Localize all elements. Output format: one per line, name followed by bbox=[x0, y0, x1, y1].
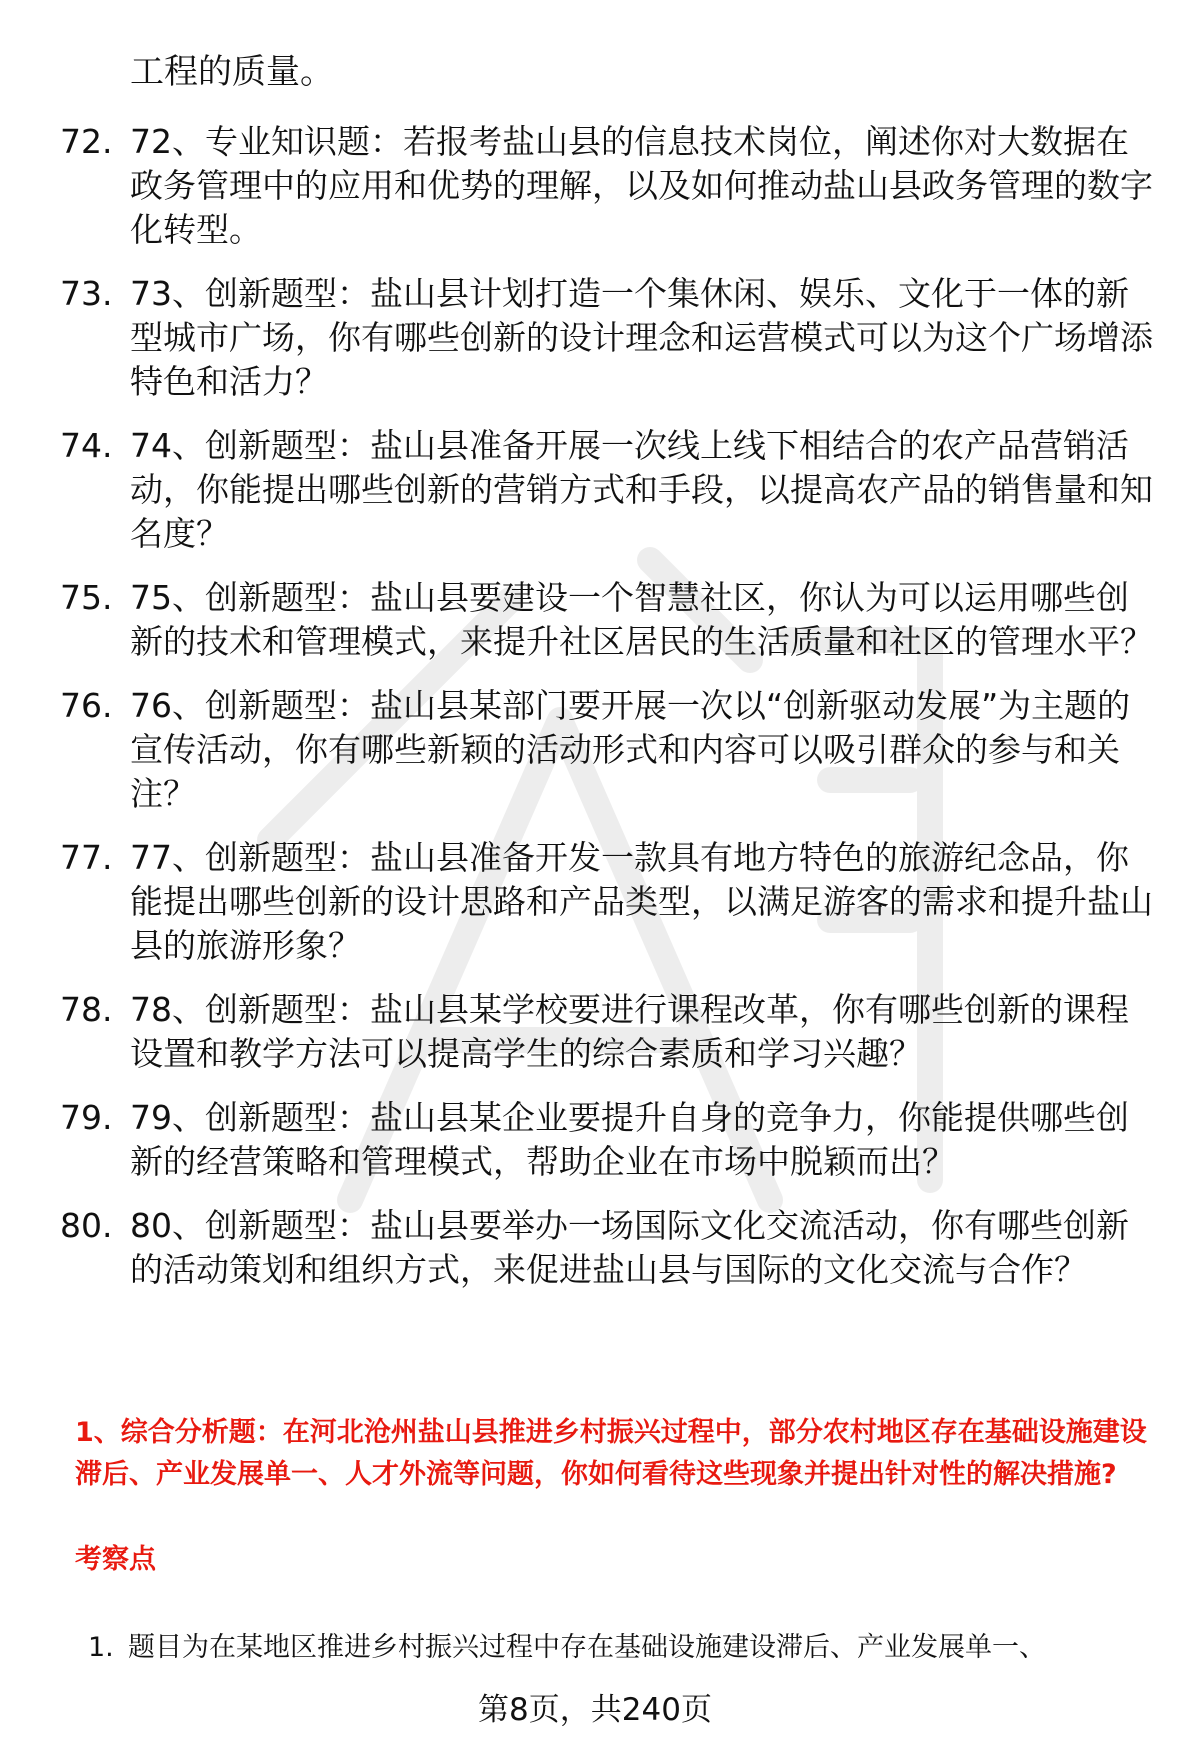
question-text: 76、创新题型：盐山县某部门要开展一次以“创新驱动发展”为主题的宣传活动，你有哪些新颖的活动形式和内容可以吸引群众的参与和关注？ bbox=[130, 686, 1131, 813]
question-text: 78、创新题型：盐山县某学校要进行课程改革，你有哪些创新的课程设置和教学方法可以提高学生的综合素质和学习兴趣？ bbox=[130, 990, 1129, 1073]
question-text: 74、创新题型：盐山县准备开展一次线上线下相结合的农产品营销活动，你能提出哪些创新的营销方式和手段，以提高农产品的销售量和知名度？ bbox=[130, 426, 1153, 553]
question-item bbox=[0, 1096, 1160, 1184]
question-text: 80、创新题型：盐山县要举办一场国际文化交流活动，你有哪些创新的活动策划和组织方式，来促进盐山县与国际的文化交流与合作？ bbox=[130, 1206, 1129, 1289]
question-number: 72. bbox=[60, 122, 113, 161]
analysis-question: 1、综合分析题：在河北沧州盐山县推进乡村振兴过程中，部分农村地区存在基础设施建设滞后、产业发展单一、人才外流等问题，你如何看待这些现象并提出针对性的解决措施? bbox=[75, 1417, 1147, 1490]
question-item bbox=[0, 684, 1160, 816]
question-number: 76. bbox=[60, 686, 113, 725]
question-item bbox=[0, 272, 1160, 404]
question-item bbox=[0, 424, 1160, 556]
question-item bbox=[0, 988, 1160, 1076]
question-number: 78. bbox=[60, 990, 113, 1029]
question-item bbox=[0, 836, 1160, 968]
question-text: 72、专业知识题：若报考盐山县的信息技术岗位，阐述你对大数据在政务管理中的应用和优势的理解，以及如何推动盐山县政务管理的数字化转型。 bbox=[130, 122, 1153, 249]
question-number: 77. bbox=[60, 838, 113, 877]
point-item bbox=[88, 1628, 1168, 1668]
question-number: 74. bbox=[60, 426, 113, 465]
question-item bbox=[0, 1204, 1160, 1292]
continuation-text: 工程的质量。 bbox=[130, 52, 334, 92]
question-text: 77、创新题型：盐山县准备开发一款具有地方特色的旅游纪念品，你能提出哪些创新的设计思路和产品类型，以满足游客的需求和提升盐山县的旅游形象？ bbox=[130, 838, 1153, 965]
section-heading: 考察点 bbox=[75, 1544, 156, 1575]
question-number: 79. bbox=[60, 1098, 113, 1137]
question-text: 73、创新题型：盐山县计划打造一个集休闲、娱乐、文化于一体的新型城市广场，你有哪些创新的设计理念和运营模式可以为这个广场增添特色和活力？ bbox=[130, 274, 1153, 401]
question-item bbox=[0, 576, 1160, 664]
question-list bbox=[0, 120, 1190, 1312]
question-text: 75、创新题型：盐山县要建设一个智慧社区，你认为可以运用哪些创新的技术和管理模式，来提升社区居民的生活质量和社区的管理水平？ bbox=[130, 578, 1153, 661]
question-number: 75. bbox=[60, 578, 113, 617]
question-text: 79、创新题型：盐山县某企业要提升自身的竞争力，你能提供哪些创新的经营策略和管理模式，帮助企业在市场中脱颖而出？ bbox=[130, 1098, 1129, 1181]
question-item bbox=[0, 120, 1160, 252]
question-number: 73. bbox=[60, 274, 113, 313]
question-number: 80. bbox=[60, 1206, 113, 1245]
point-number: 1. bbox=[88, 1632, 114, 1663]
page-footer: 第8页，共240页 bbox=[478, 1692, 712, 1728]
point-text: 题目为在某地区推进乡村振兴过程中存在基础设施建设滞后、产业发展单一、 bbox=[128, 1632, 1046, 1663]
